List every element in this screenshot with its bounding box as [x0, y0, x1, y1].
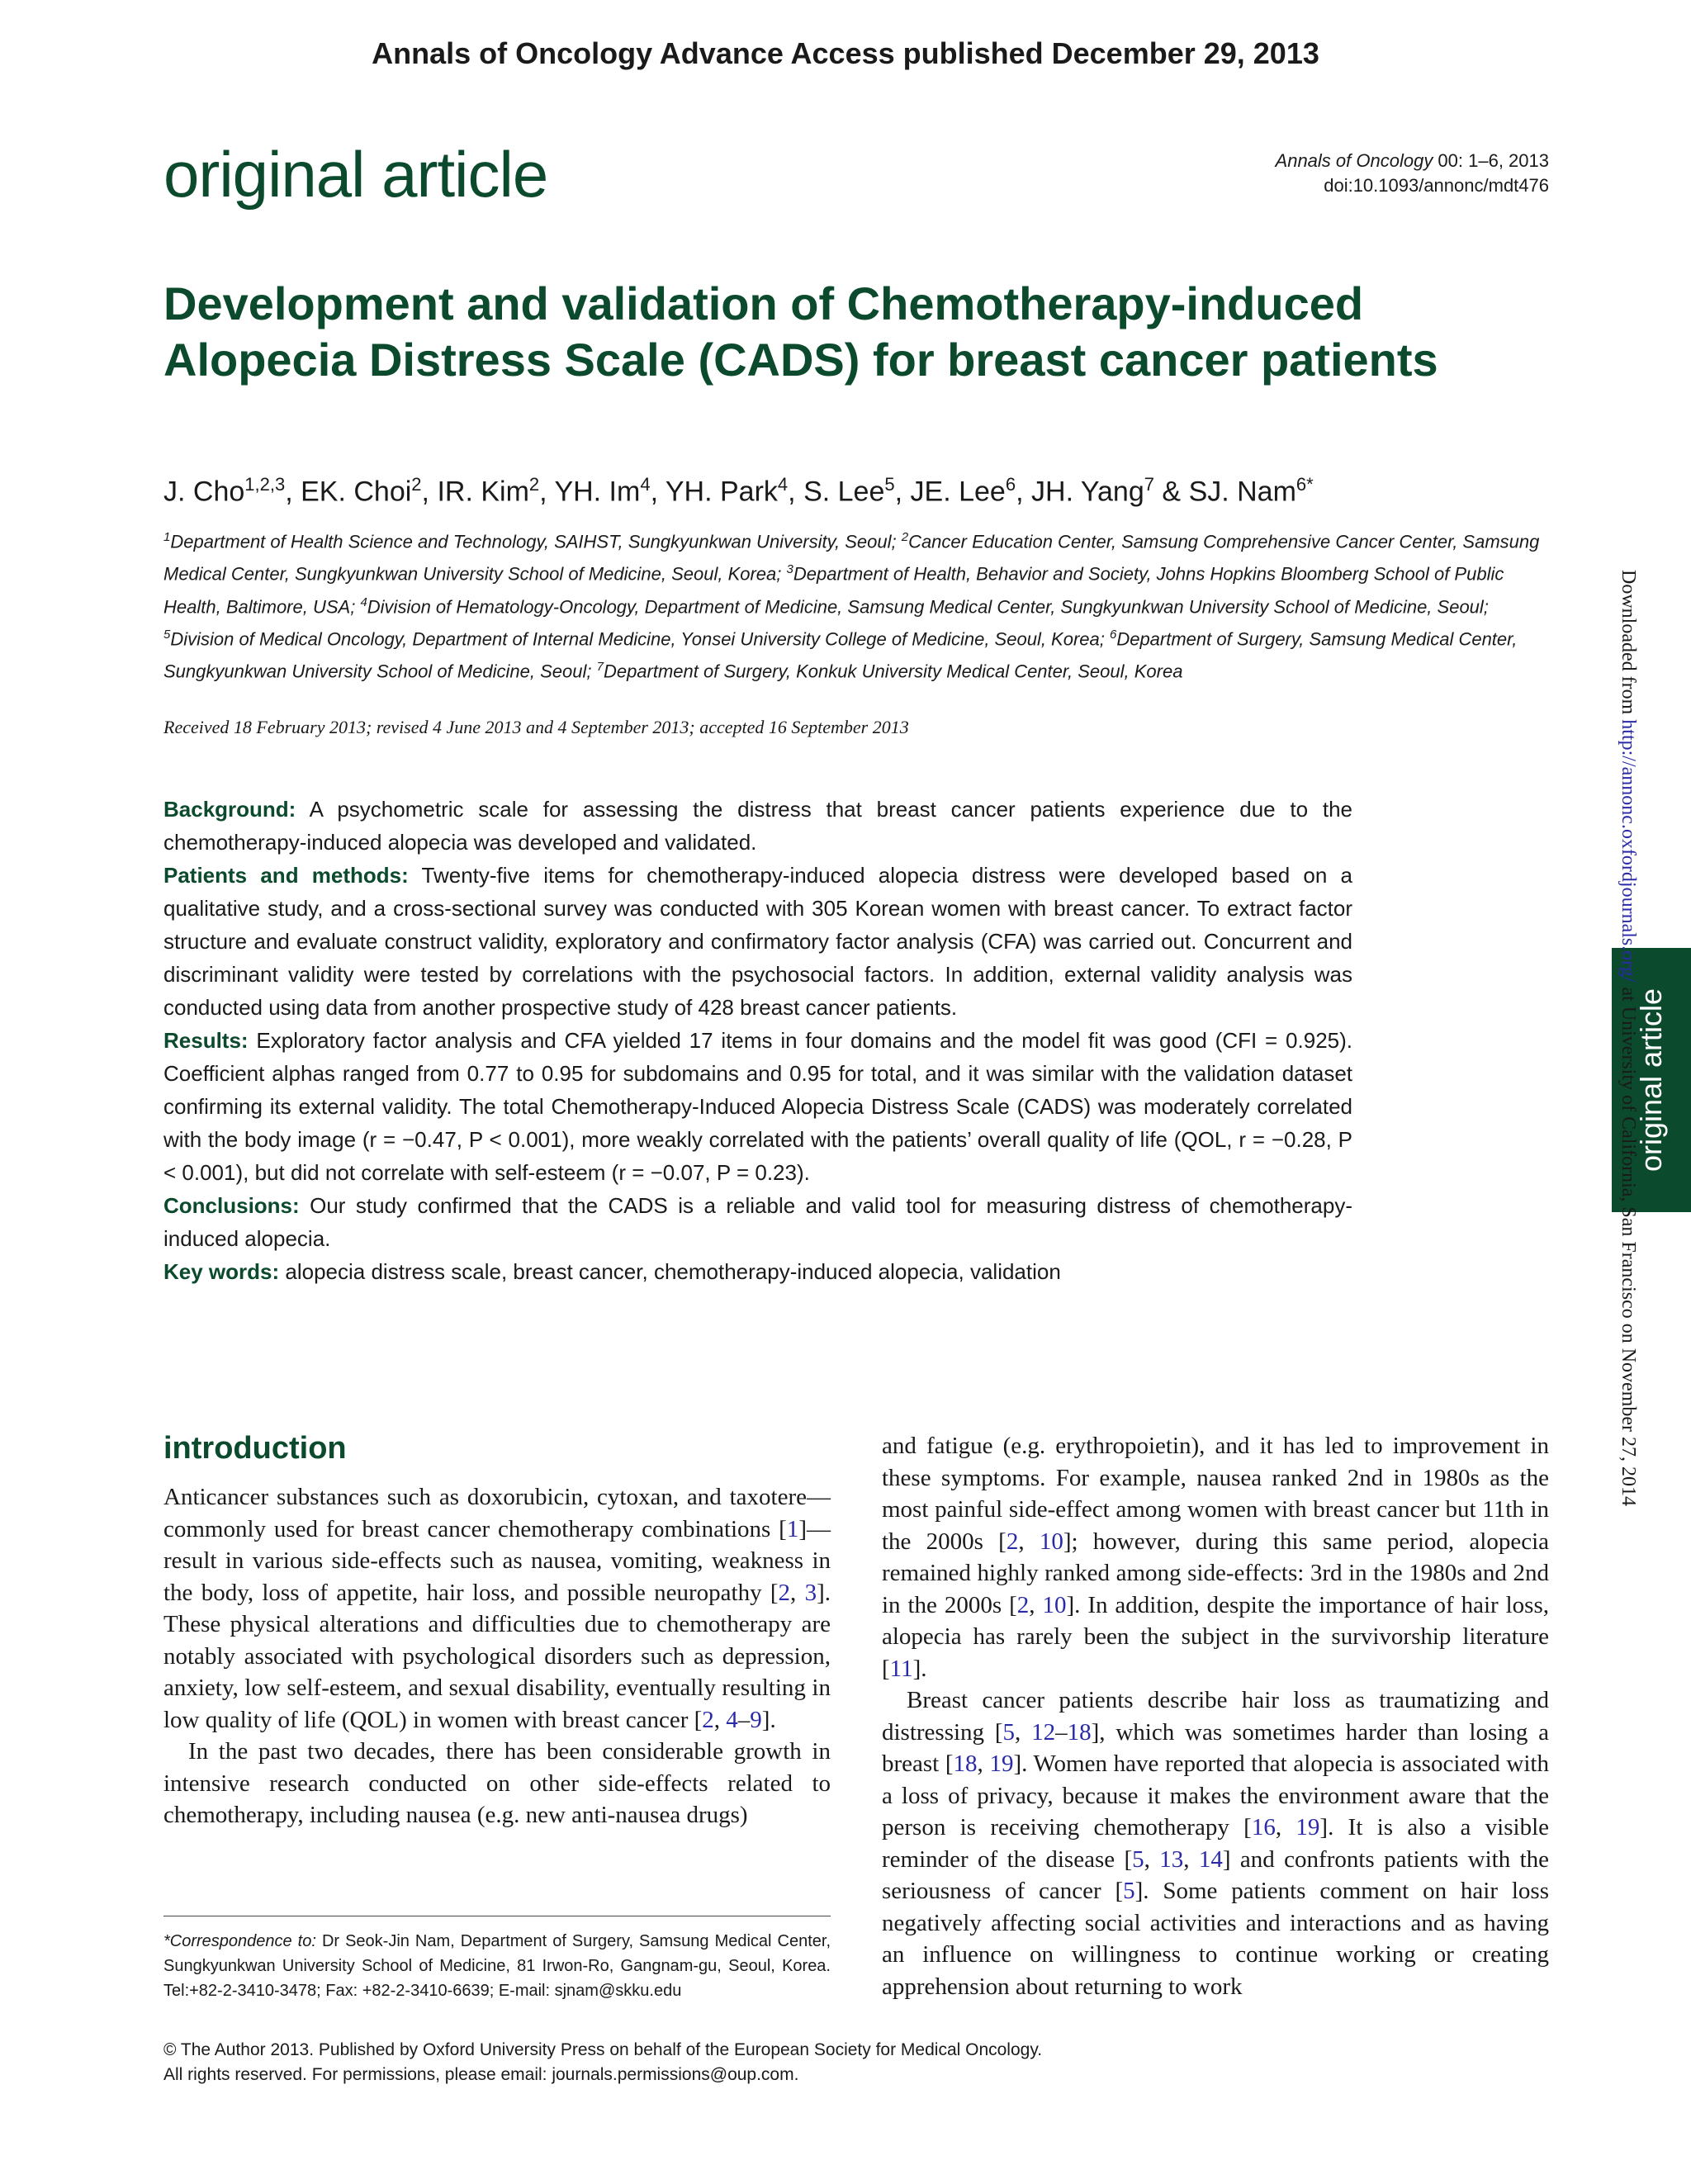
affiliation-number: 6: [1109, 627, 1117, 642]
journal-pages: 00: 1–6, 2013: [1433, 150, 1549, 171]
body-column-left: [163, 1428, 831, 1831]
author-separator: ,: [539, 476, 555, 508]
paragraph-text: ,: [1144, 1845, 1160, 1873]
correspondence-text: Dr Seok-Jin Nam, Department of Surgery, Samsung Medical Center, Sungkyunkwan University School of Medicine, 81 Irwon-Ro, Gangnam-gu, Seoul, Korea. Tel:+82-2-3410-3478; Fax: +82-2-3410-6639; E-mail: sjnam@skku.edu: [163, 1932, 831, 2000]
reference-link[interactable]: 10: [1039, 1528, 1063, 1555]
copyright-notice: [163, 2038, 1042, 2087]
paragraph-text: ]. In addition, despite the importance of hair loss, alopecia has rarely been the subject in the survivorship literature [: [882, 1591, 1550, 1682]
abstract-conclusions: [163, 1189, 1352, 1255]
paragraph-text: ,: [1275, 1814, 1296, 1841]
reference-link[interactable]: 2: [702, 1706, 714, 1733]
paragraph-text: Anticancer substances such as doxorubicin, cytoxan, and taxotere—commonly used for breast cancer chemotherapy combinations [: [163, 1484, 831, 1542]
reference-link[interactable]: 2: [1016, 1591, 1030, 1618]
author-affiliation-mark: 1,2,3: [244, 474, 286, 495]
author-affiliation-mark: 6*: [1295, 474, 1314, 495]
paragraph-text: ,: [1018, 1528, 1040, 1555]
section-label: original article: [163, 138, 548, 211]
abstract-results-label: Results:: [163, 1028, 249, 1053]
copyright-line-1: © The Author 2013. Published by Oxford University Press on behalf of the European Society for Medical Oncology.: [163, 2040, 1043, 2059]
paragraph-text: ]. Women have reported that alopecia is associated with a loss of privacy, because it makes the environment aware that the person is receiving chemotherapy [: [882, 1751, 1549, 1841]
author-list: [163, 474, 1314, 508]
paragraph-text: ,: [1029, 1591, 1043, 1618]
abstract-conclusions-text: Our study confirmed that the CADS is a reliable and valid tool for measuring distress of chemotherapy-induced alopecia.: [163, 1193, 1352, 1251]
reference-link[interactable]: 19: [989, 1751, 1014, 1777]
intro-paragraph-2: [163, 1736, 831, 1831]
reference-link[interactable]: 14: [1198, 1845, 1223, 1873]
abstract-methods: [163, 859, 1352, 1024]
author-separator: ,: [788, 476, 804, 508]
author-affiliation-mark: 4: [640, 474, 651, 495]
author-name: JH. Yang: [1031, 476, 1144, 508]
author-name: JE. Lee: [910, 476, 1006, 508]
author-name: YH. Im: [554, 476, 641, 508]
reference-link[interactable]: 5: [1132, 1845, 1144, 1873]
abstract-conclusions-label: Conclusions:: [163, 1193, 300, 1218]
download-watermark: [1617, 570, 1639, 1506]
abstract-results-text: Exploratory factor analysis and CFA yielded 17 items in four domains and the model fit was good (CFI = 0.925). Coefficient alphas ranged from 0.77 to 0.95 for subdomains and 0.95 for total, and it was similar with the validation dataset confirming its external validity. The total Chemotherapy-Induced Alopecia Distress Scale (CADS) was moderately correlated with the body image (r = −0.47, P < 0.001), more weakly correlated with the patients’ overall quality of life (QOL, r = −0.28, P < 0.001), but did not correlate with self-esteem (r = −0.07, P = 0.23).: [163, 1028, 1352, 1185]
author-separator: ,: [894, 476, 911, 508]
reference-link[interactable]: 12: [1031, 1718, 1056, 1746]
affiliation-text: Department of Health Science and Technology, SAIHST, Sungkyunkwan University, Seoul;: [170, 531, 902, 552]
affiliation-number: 5: [163, 627, 171, 642]
author-name: SJ. Nam: [1188, 476, 1296, 508]
author-name: IR. Kim: [437, 476, 529, 508]
author-affiliation-mark: 7: [1144, 474, 1154, 495]
advance-access-banner: Annals of Oncology Advance Access published December 29, 2013: [372, 36, 1319, 70]
paragraph-text: ,: [713, 1706, 727, 1733]
author-separator: ,: [285, 476, 301, 508]
body-column-right: [882, 1430, 1549, 2002]
reference-link[interactable]: 5: [1002, 1718, 1016, 1746]
correspondence-label: *Correspondence to:: [163, 1932, 316, 1950]
reference-link[interactable]: 11: [889, 1655, 913, 1682]
intro-paragraph-3: [882, 1430, 1549, 1684]
paragraph-text: ]. It is also a visible reminder of the disease [: [882, 1814, 1549, 1873]
author-name: EK. Choi: [301, 476, 412, 508]
affiliation-text: Division of Hematology-Oncology, Department of Medicine, Samsung Medical Center, Sungkyunkwan University School of Medicine, Seoul;: [367, 595, 1489, 617]
paragraph-text: ,: [1015, 1718, 1032, 1746]
paragraph-text: –: [737, 1706, 751, 1733]
paragraph-text: and fatigue (e.g. erythropoietin), and it has led to improvement in these symptoms. For example, nausea ranked 2nd in 1980s as the most painful side-effect among women with breast cancer but 11th in the 2000s [: [882, 1433, 1549, 1555]
abstract-background-label: Background:: [163, 797, 296, 822]
abstract-background-text: A psychometric scale for assessing the distress that breast cancer patients experience due to the chemotherapy-induced alopecia was developed and validated.: [163, 797, 1352, 855]
reference-link[interactable]: 13: [1159, 1845, 1184, 1873]
paragraph-text: In the past two decades, there has been considerable growth in intensive research conducted on other side-effects related to chemotherapy, including nausea (e.g. new anti-nausea drugs): [163, 1738, 831, 1828]
abstract-methods-text: Twenty-five items for chemotherapy-induced alopecia distress were developed based on a qualitative study, and a cross-sectional survey was conducted with 305 Korean women with breast cancer. To extract factor structure and evaluate construct validity, exploratory and confirmatory factor analysis (CFA) was carried out. Concurrent and discriminant validity were tested by correlations with the psychosocial factors. In addition, external validity analysis was conducted using data from another prospective study of 428 breast cancer patients.: [163, 863, 1352, 1020]
paragraph-text: Breast cancer patients describe hair loss as traumatizing and distressing [: [882, 1687, 1549, 1746]
author-affiliation-mark: 2: [411, 474, 422, 495]
affiliation-text: Cancer Education Center, Samsung Comprehensive Cancer Center, Samsung Medical Center, Sungkyunkwan University School of Medicine, Seoul, Korea;: [163, 531, 1540, 585]
download-suffix: at University of California, San Francisco on November 27, 2014: [1618, 982, 1639, 1507]
abstract-methods-label: Patients and methods:: [163, 863, 409, 888]
affiliation-number: 3: [786, 562, 793, 577]
author-affiliation-mark: 4: [777, 474, 789, 495]
author-separator: ,: [650, 476, 666, 508]
journal-citation: [1276, 149, 1549, 173]
paragraph-text: ]. These physical alterations and difficulties due to chemotherapy are notably associated with psychological disorders such as depression, anxiety, low self-esteem, and sexual disability, eventually resulting in low quality of life (QOL) in women with breast cancer [: [163, 1579, 831, 1733]
keywords-text: alopecia distress scale, breast cancer, chemotherapy-induced alopecia, validation: [279, 1259, 1061, 1284]
reference-link[interactable]: 19: [1295, 1814, 1320, 1841]
paragraph-text: ].: [761, 1706, 776, 1733]
reference-link[interactable]: 3: [804, 1579, 817, 1606]
reference-link[interactable]: 2: [778, 1579, 791, 1606]
author-separator: &: [1153, 476, 1189, 508]
affiliation-number: 1: [163, 530, 171, 544]
paragraph-text: ,: [1183, 1845, 1199, 1873]
paragraph-text: ]. Some patients comment on hair loss negatively affecting social activities and interactions and as having an influence on willingness to continue working or creating apprehension about returning to work: [882, 1878, 1549, 2000]
affiliation-number: 4: [360, 595, 367, 609]
paragraph-text: ]—result in various side-effects such as nausea, vomiting, weakness in the body, loss of appetite, hair loss, and possible neuropathy [: [163, 1515, 831, 1606]
paragraph-text: ].: [912, 1655, 927, 1682]
introduction-heading: introduction: [163, 1431, 347, 1466]
author-name: J. Cho: [163, 476, 245, 508]
paragraph-text: ], which was sometimes harder than losing a breast [: [882, 1718, 1550, 1777]
reference-link[interactable]: 16: [1251, 1814, 1276, 1841]
received-dates: Received 18 February 2013; revised 4 June 2013 and 4 September 2013; accepted 16 September 2013: [163, 717, 909, 737]
abstract-background: [163, 793, 1352, 859]
correspondence-footnote: [163, 1929, 831, 2003]
paragraph-text: ]; however, during this same period, alopecia remained highly ranked among side-effects: 3rd in the 1980s and 2nd in the 2000s [: [882, 1528, 1549, 1618]
affiliation-text: Department of Health, Behavior and Society, Johns Hopkins Bloomberg School of Public Health, Baltimore, USA;: [163, 563, 1504, 617]
journal-doi: doi:10.1093/annonc/mdt476: [1324, 175, 1549, 196]
journal-info: [1276, 149, 1549, 198]
affiliation-text: Department of Surgery, Samsung Medical Center, Sungkyunkwan University School of Medicine, Seoul;: [163, 628, 1518, 682]
keywords-label: Key words:: [163, 1259, 280, 1284]
reference-link[interactable]: 18: [1067, 1718, 1092, 1746]
abstract-results: [163, 1024, 1352, 1189]
affiliation-number: 7: [596, 660, 604, 675]
download-link[interactable]: http://annonc.oxfordjournals.org/: [1618, 719, 1639, 983]
affiliation-text: Division of Medical Oncology, Department of Internal Medicine, Yonsei University College of Medicine, Seoul, Korea;: [170, 628, 1110, 650]
article-title: Development and validation of Chemotherapy-induced Alopecia Distress Scale (CADS) for breast cancer patients: [163, 277, 1438, 386]
paragraph-text: –: [1055, 1718, 1068, 1746]
affiliations: [163, 523, 1559, 686]
journal-name: Annals of Oncology: [1275, 150, 1433, 171]
author-name: YH. Park: [665, 476, 778, 508]
paragraph-text: ,: [977, 1751, 990, 1777]
paragraph-text: ,: [790, 1579, 805, 1606]
intro-paragraph-1: [163, 1481, 831, 1736]
author-affiliation-mark: 5: [884, 474, 895, 495]
reference-link[interactable]: 5: [1123, 1878, 1135, 1904]
author-affiliation-mark: 6: [1005, 474, 1016, 495]
paragraph-text: ] and confronts patients with the seriousness of cancer [: [882, 1845, 1550, 1904]
reference-link[interactable]: 18: [953, 1751, 978, 1777]
reference-link[interactable]: 4: [726, 1706, 738, 1733]
reference-link[interactable]: 9: [750, 1706, 762, 1733]
reference-link[interactable]: 1: [786, 1515, 799, 1542]
side-tab-label: original article: [1634, 988, 1668, 1173]
author-separator: ,: [1016, 476, 1032, 508]
author-affiliation-mark: 2: [528, 474, 540, 495]
download-prefix: Downloaded from: [1618, 570, 1639, 720]
author-name: S. Lee: [803, 476, 885, 508]
author-separator: ,: [421, 476, 438, 508]
abstract: [163, 793, 1352, 1288]
abstract-keywords: [163, 1255, 1352, 1288]
intro-paragraph-4: [882, 1684, 1549, 2002]
copyright-line-2: All rights reserved. For permissions, please email: journals.permissions@oup.com.: [163, 2065, 799, 2084]
affiliation-number: 2: [901, 530, 909, 544]
affiliation-text: Department of Surgery, Konkuk University Medical Center, Seoul, Korea: [603, 661, 1183, 682]
reference-link[interactable]: 10: [1042, 1591, 1067, 1618]
reference-link[interactable]: 2: [1006, 1528, 1019, 1555]
